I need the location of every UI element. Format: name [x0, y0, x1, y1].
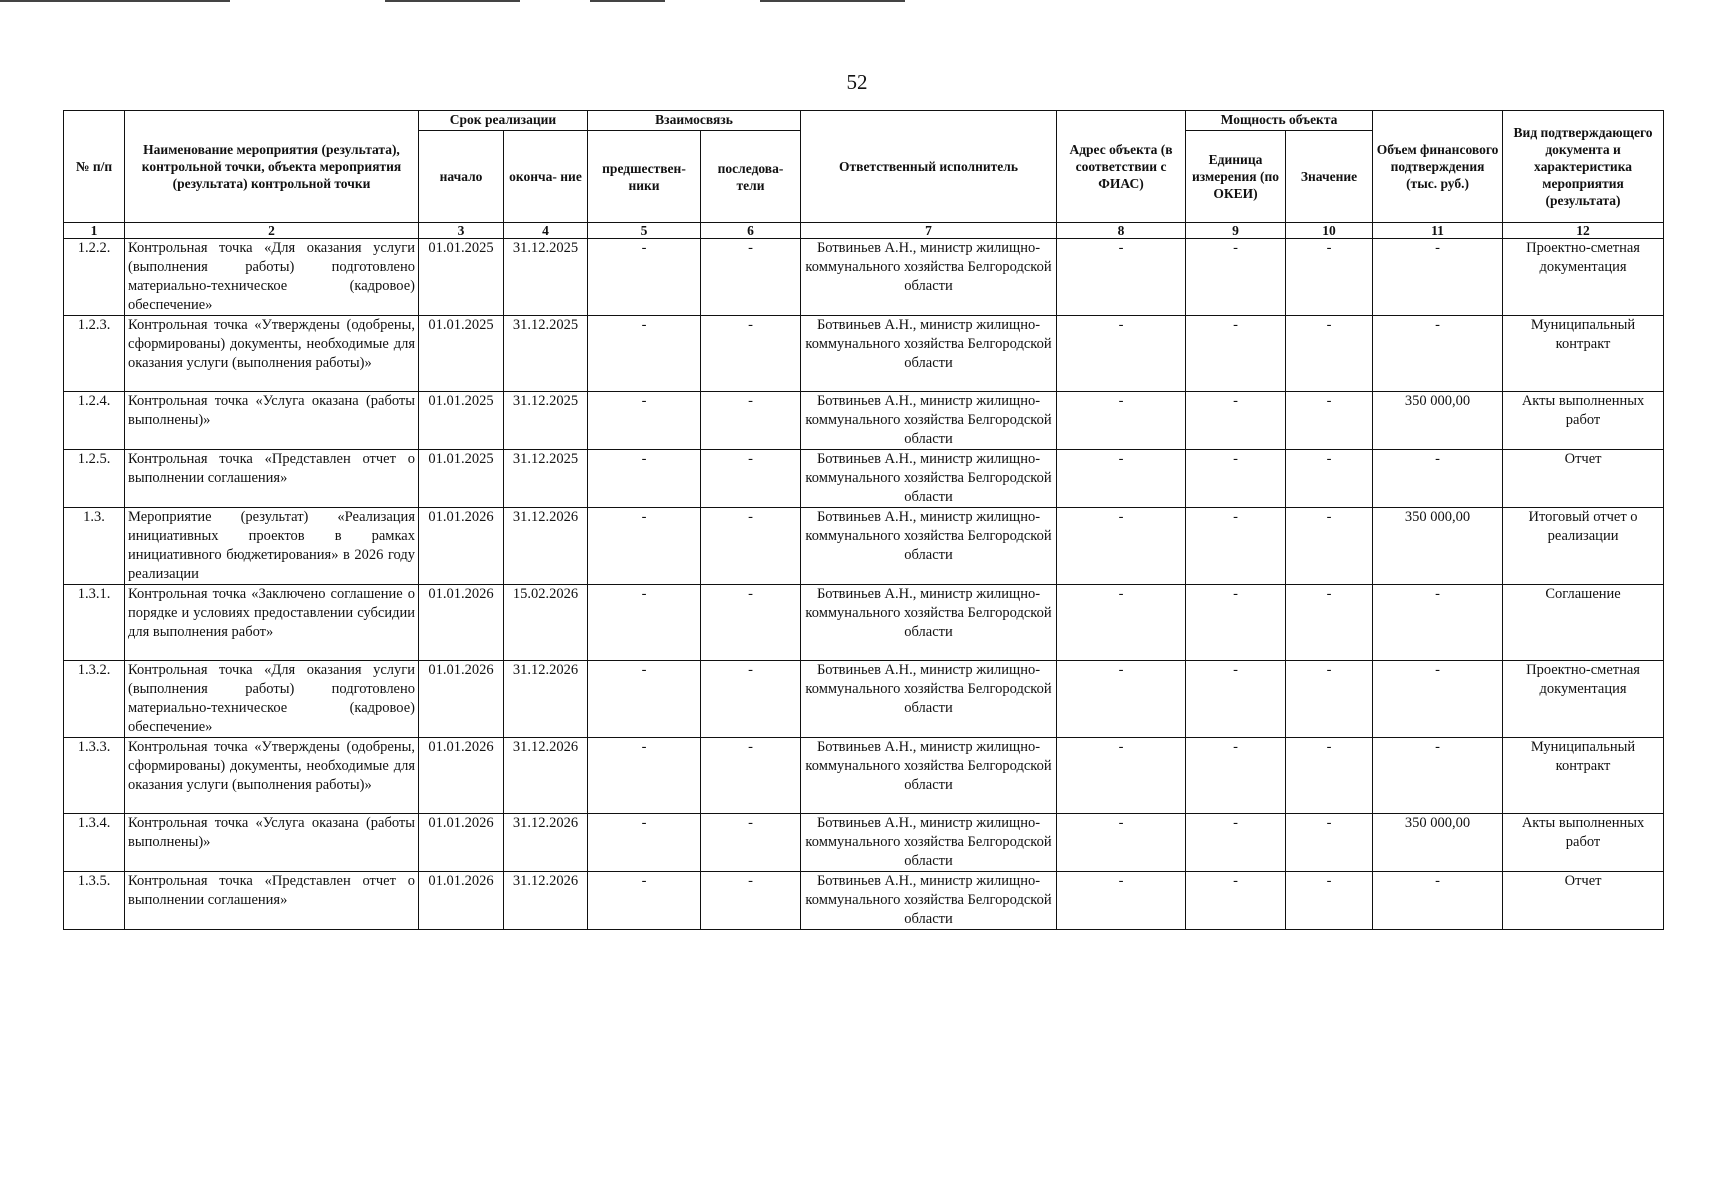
row-end-date: 31.12.2026 — [504, 738, 588, 814]
header-term-end: оконча- ние — [504, 131, 588, 223]
row-executor: Ботвиньев А.Н., министр жилищно-коммунального хозяйства Белгородской области — [801, 585, 1057, 661]
row-value: - — [1286, 316, 1373, 392]
row-number: 1.2.5. — [64, 450, 125, 508]
row-document: Акты выполненных работ — [1503, 392, 1664, 450]
header-finance: Объем финансового подтверждения (тыс. руб.) — [1373, 111, 1503, 223]
table-row — [64, 661, 1664, 738]
row-successors: - — [701, 738, 801, 814]
row-start-date: 01.01.2025 — [419, 239, 504, 316]
row-document: Отчет — [1503, 872, 1664, 930]
row-number: 1.2.2. — [64, 239, 125, 316]
table-row — [64, 239, 1664, 316]
row-unit: - — [1186, 392, 1286, 450]
table-row — [64, 316, 1664, 392]
row-start-date: 01.01.2025 — [419, 316, 504, 392]
row-finance: 350 000,00 — [1373, 814, 1503, 872]
row-document: Муниципальный контракт — [1503, 738, 1664, 814]
column-number: 5 — [588, 223, 701, 239]
row-number: 1.3.4. — [64, 814, 125, 872]
row-successors: - — [701, 450, 801, 508]
row-address: - — [1057, 450, 1186, 508]
column-number: 3 — [419, 223, 504, 239]
row-successors: - — [701, 239, 801, 316]
row-predecessors: - — [588, 508, 701, 585]
row-successors: - — [701, 316, 801, 392]
header-link-prev: предшествен- ники — [588, 131, 701, 223]
row-finance: - — [1373, 661, 1503, 738]
header-capacity: Мощность объекта — [1186, 111, 1373, 131]
row-executor: Ботвиньев А.Н., министр жилищно-коммунального хозяйства Белгородской области — [801, 392, 1057, 450]
column-number: 7 — [801, 223, 1057, 239]
row-start-date: 01.01.2026 — [419, 585, 504, 661]
row-unit: - — [1186, 316, 1286, 392]
row-executor: Ботвиньев А.Н., министр жилищно-коммунального хозяйства Белгородской области — [801, 814, 1057, 872]
header-executor: Ответственный исполнитель — [801, 111, 1057, 223]
row-finance: 350 000,00 — [1373, 392, 1503, 450]
column-number: 9 — [1186, 223, 1286, 239]
table-body — [64, 239, 1664, 930]
row-name: Контрольная точка «Услуга оказана (работы выполнены)» — [125, 814, 419, 872]
row-end-date: 31.12.2026 — [504, 872, 588, 930]
row-unit: - — [1186, 661, 1286, 738]
row-value: - — [1286, 392, 1373, 450]
row-successors: - — [701, 661, 801, 738]
row-end-date: 31.12.2026 — [504, 814, 588, 872]
row-successors: - — [701, 392, 801, 450]
column-number: 8 — [1057, 223, 1186, 239]
row-end-date: 31.12.2026 — [504, 661, 588, 738]
header-term-start: начало — [419, 131, 504, 223]
column-number: 6 — [701, 223, 801, 239]
row-name: Контрольная точка «Представлен отчет о выполнении соглашения» — [125, 450, 419, 508]
row-address: - — [1057, 508, 1186, 585]
row-unit: - — [1186, 585, 1286, 661]
table-row — [64, 585, 1664, 661]
table-row — [64, 450, 1664, 508]
row-number: 1.2.4. — [64, 392, 125, 450]
scan-artifact-line — [760, 0, 905, 2]
row-value: - — [1286, 508, 1373, 585]
header-name: Наименование мероприятия (результата), контрольной точки, объекта мероприятия (результата) контрольной точки — [125, 111, 419, 223]
row-successors: - — [701, 585, 801, 661]
row-number: 1.3. — [64, 508, 125, 585]
row-predecessors: - — [588, 450, 701, 508]
row-successors: - — [701, 872, 801, 930]
row-address: - — [1057, 661, 1186, 738]
plan-table — [63, 110, 1664, 930]
column-number: 4 — [504, 223, 588, 239]
column-number: 11 — [1373, 223, 1503, 239]
column-number: 10 — [1286, 223, 1373, 239]
header-address: Адрес объекта (в соответствии с ФИАС) — [1057, 111, 1186, 223]
row-finance: - — [1373, 738, 1503, 814]
column-number: 2 — [125, 223, 419, 239]
column-numbers-row — [64, 223, 1664, 239]
row-value: - — [1286, 239, 1373, 316]
row-predecessors: - — [588, 585, 701, 661]
table-row — [64, 814, 1664, 872]
row-address: - — [1057, 316, 1186, 392]
row-executor: Ботвиньев А.Н., министр жилищно-коммунального хозяйства Белгородской области — [801, 239, 1057, 316]
header-unit: Единица измерения (по ОКЕИ) — [1186, 131, 1286, 223]
row-name: Мероприятие (результат) «Реализация инициативных проектов в рамках инициативного бюджетирования» в 2026 году реализации — [125, 508, 419, 585]
row-value: - — [1286, 585, 1373, 661]
row-name: Контрольная точка «Утверждены (одобрены, сформированы) документы, необходимые для оказания услуги (выполнения работы)» — [125, 738, 419, 814]
row-unit: - — [1186, 738, 1286, 814]
scan-artifact-line — [590, 0, 665, 2]
row-end-date: 31.12.2025 — [504, 316, 588, 392]
row-unit: - — [1186, 508, 1286, 585]
row-unit: - — [1186, 450, 1286, 508]
row-finance: 350 000,00 — [1373, 508, 1503, 585]
row-finance: - — [1373, 239, 1503, 316]
row-value: - — [1286, 738, 1373, 814]
row-address: - — [1057, 239, 1186, 316]
row-predecessors: - — [588, 872, 701, 930]
row-end-date: 31.12.2025 — [504, 392, 588, 450]
row-name: Контрольная точка «Для оказания услуги (выполнения работы) подготовлено материально-техническое (кадровое) обеспечение» — [125, 661, 419, 738]
row-executor: Ботвиньев А.Н., министр жилищно-коммунального хозяйства Белгородской области — [801, 508, 1057, 585]
row-start-date: 01.01.2026 — [419, 661, 504, 738]
row-end-date: 31.12.2025 — [504, 239, 588, 316]
row-start-date: 01.01.2026 — [419, 738, 504, 814]
row-address: - — [1057, 872, 1186, 930]
row-number: 1.3.1. — [64, 585, 125, 661]
row-number: 1.3.2. — [64, 661, 125, 738]
row-executor: Ботвиньев А.Н., министр жилищно-коммунального хозяйства Белгородской области — [801, 450, 1057, 508]
header-value: Значение — [1286, 131, 1373, 223]
row-unit: - — [1186, 239, 1286, 316]
row-executor: Ботвиньев А.Н., министр жилищно-коммунального хозяйства Белгородской области — [801, 316, 1057, 392]
row-finance: - — [1373, 585, 1503, 661]
row-document: Соглашение — [1503, 585, 1664, 661]
row-start-date: 01.01.2026 — [419, 508, 504, 585]
row-name: Контрольная точка «Заключено соглашение о порядке и условиях предоставлении субсидии для выполнения работ» — [125, 585, 419, 661]
row-number: 1.3.5. — [64, 872, 125, 930]
table-row — [64, 392, 1664, 450]
row-predecessors: - — [588, 661, 701, 738]
row-end-date: 31.12.2026 — [504, 508, 588, 585]
header-doc: Вид подтверждающего документа и характеристика мероприятия (результата) — [1503, 111, 1664, 223]
scan-artifact-line — [0, 0, 230, 2]
row-document: Итоговый отчет о реализации — [1503, 508, 1664, 585]
row-unit: - — [1186, 872, 1286, 930]
column-number: 1 — [64, 223, 125, 239]
row-number: 1.3.3. — [64, 738, 125, 814]
row-document: Проектно-сметная документация — [1503, 661, 1664, 738]
table-row — [64, 508, 1664, 585]
row-executor: Ботвиньев А.Н., министр жилищно-коммунального хозяйства Белгородской области — [801, 661, 1057, 738]
row-end-date: 15.02.2026 — [504, 585, 588, 661]
row-predecessors: - — [588, 738, 701, 814]
header-link: Взаимосвязь — [588, 111, 801, 131]
row-predecessors: - — [588, 814, 701, 872]
row-number: 1.2.3. — [64, 316, 125, 392]
row-end-date: 31.12.2025 — [504, 450, 588, 508]
table-row — [64, 738, 1664, 814]
row-predecessors: - — [588, 239, 701, 316]
row-finance: - — [1373, 450, 1503, 508]
row-value: - — [1286, 661, 1373, 738]
row-address: - — [1057, 738, 1186, 814]
row-value: - — [1286, 872, 1373, 930]
row-successors: - — [701, 508, 801, 585]
row-address: - — [1057, 814, 1186, 872]
row-name: Контрольная точка «Представлен отчет о выполнении соглашения» — [125, 872, 419, 930]
row-start-date: 01.01.2025 — [419, 450, 504, 508]
table-row — [64, 872, 1664, 930]
row-document: Акты выполненных работ — [1503, 814, 1664, 872]
row-address: - — [1057, 585, 1186, 661]
row-finance: - — [1373, 872, 1503, 930]
row-predecessors: - — [588, 316, 701, 392]
header-no: № п/п — [64, 111, 125, 223]
row-executor: Ботвиньев А.Н., министр жилищно-коммунального хозяйства Белгородской области — [801, 872, 1057, 930]
row-name: Контрольная точка «Услуга оказана (работы выполнены)» — [125, 392, 419, 450]
row-document: Отчет — [1503, 450, 1664, 508]
header-link-next: последова- тели — [701, 131, 801, 223]
row-start-date: 01.01.2025 — [419, 392, 504, 450]
row-predecessors: - — [588, 392, 701, 450]
row-start-date: 01.01.2026 — [419, 872, 504, 930]
row-value: - — [1286, 814, 1373, 872]
row-name: Контрольная точка «Утверждены (одобрены, сформированы) документы, необходимые для оказания услуги (выполнения работы)» — [125, 316, 419, 392]
row-start-date: 01.01.2026 — [419, 814, 504, 872]
row-document: Муниципальный контракт — [1503, 316, 1664, 392]
row-document: Проектно-сметная документация — [1503, 239, 1664, 316]
scan-artifact-line — [385, 0, 520, 2]
row-finance: - — [1373, 316, 1503, 392]
row-value: - — [1286, 450, 1373, 508]
row-unit: - — [1186, 814, 1286, 872]
row-name: Контрольная точка «Для оказания услуги (выполнения работы) подготовлено материально-техническое (кадровое) обеспечение» — [125, 239, 419, 316]
column-number: 12 — [1503, 223, 1664, 239]
page-number: 52 — [846, 70, 868, 94]
header-term: Срок реализации — [419, 111, 588, 131]
row-executor: Ботвиньев А.Н., министр жилищно-коммунального хозяйства Белгородской области — [801, 738, 1057, 814]
row-successors: - — [701, 814, 801, 872]
row-address: - — [1057, 392, 1186, 450]
